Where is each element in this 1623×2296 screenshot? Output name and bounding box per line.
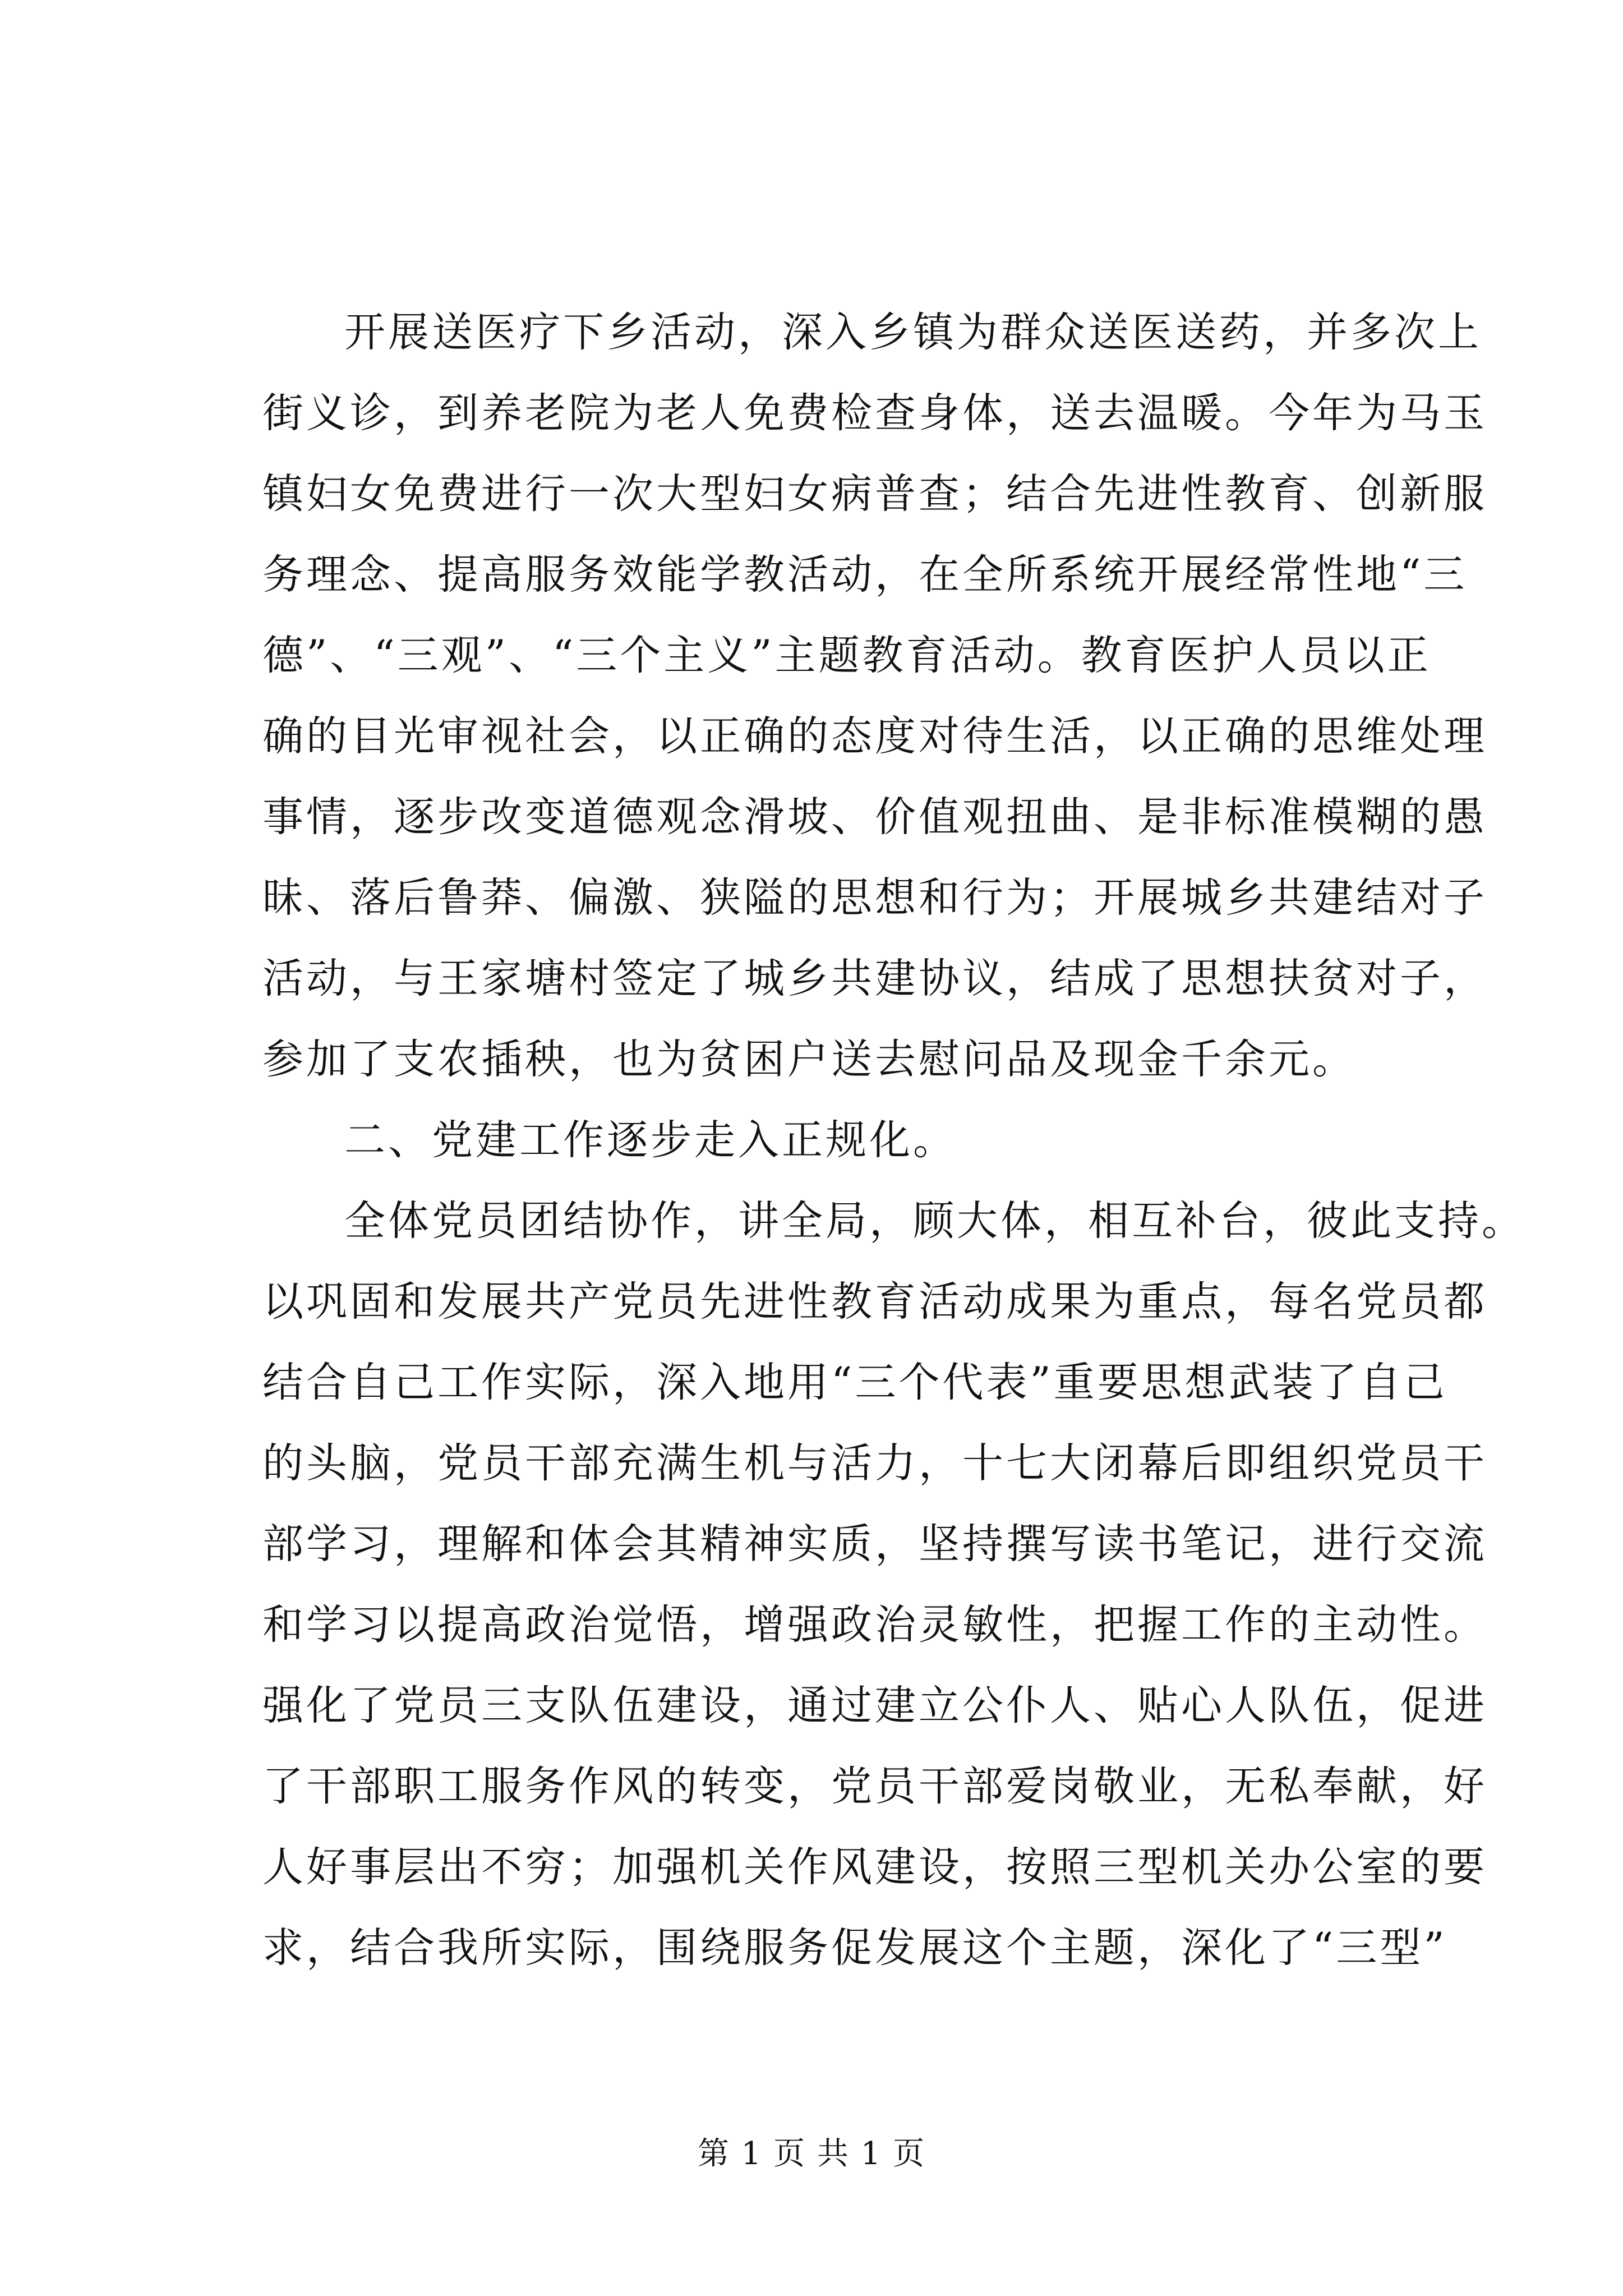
text-line: 务理念、提高服务效能学教活动，在全所系统开展经常性地“三: [262, 551, 1468, 599]
text-line: 开展送医疗下乡活动，深入乡镇为群众送医送药，并多次上: [344, 309, 1482, 356]
text-line: 德”、“三观”、“三个主义”主题教育活动。教育医护人员以正: [262, 632, 1431, 679]
text-line: 参加了支农插秧，也为贫困户送去慰问品及现金千余元。: [262, 1036, 1356, 1083]
text-line: 和学习以提高政治觉悟，增强政治灵敏性，把握工作的主动性。: [262, 1601, 1487, 1649]
text-line: 求，结合我所实际，围绕服务促发展这个主题，深化了“三型”: [262, 1924, 1447, 1972]
text-line: 了干部职工服务作风的转变，党员干部爱岗敬业，无私奉献，好: [262, 1763, 1487, 1810]
text-line: 街义诊，到养老院为老人免费检查身体，送去温暖。今年为马玉: [262, 389, 1487, 437]
text-line: 事情，逐步改变道德观念滑坡、价值观扭曲、是非标准模糊的愚: [262, 793, 1487, 841]
text-line: 以巩固和发展共产党员先进性教育活动成果为重点，每名党员都: [262, 1278, 1487, 1326]
page-footer: 第 1 页 共 1 页: [697, 2136, 926, 2172]
text-line: 强化了党员三支队伍建设，通过建立公仆人、贴心人队伍，促进: [262, 1682, 1487, 1729]
section-heading: 二、党建工作逐步走入正规化。: [344, 1116, 957, 1164]
text-line: 镇妇女免费进行一次大型妇女病普查；结合先进性教育、创新服: [262, 470, 1487, 518]
text-line: 昧、落后鲁莽、偏激、狭隘的思想和行为；开展城乡共建结对子: [262, 874, 1487, 922]
text-line: 确的目光审视社会，以正确的态度对待生活，以正确的思维处理: [262, 712, 1487, 760]
text-line: 人好事层出不穷；加强机关作风建设，按照三型机关办公室的要: [262, 1843, 1487, 1891]
text-line: 部学习，理解和体会其精神实质，坚持撰写读书笔记，进行交流: [262, 1520, 1487, 1568]
text-line: 的头脑，党员干部充满生机与活力，十七大闭幕后即组织党员干: [262, 1439, 1487, 1487]
text-line: 活动，与王家塘村签定了城乡共建协议，结成了思想扶贫对子，: [262, 955, 1487, 1002]
text-line: 结合自己工作实际，深入地用“三个代表”重要思想武装了自己: [262, 1359, 1447, 1406]
text-line: 全体党员团结协作，讲全局，顾大体，相互补台，彼此支持。: [344, 1197, 1525, 1245]
